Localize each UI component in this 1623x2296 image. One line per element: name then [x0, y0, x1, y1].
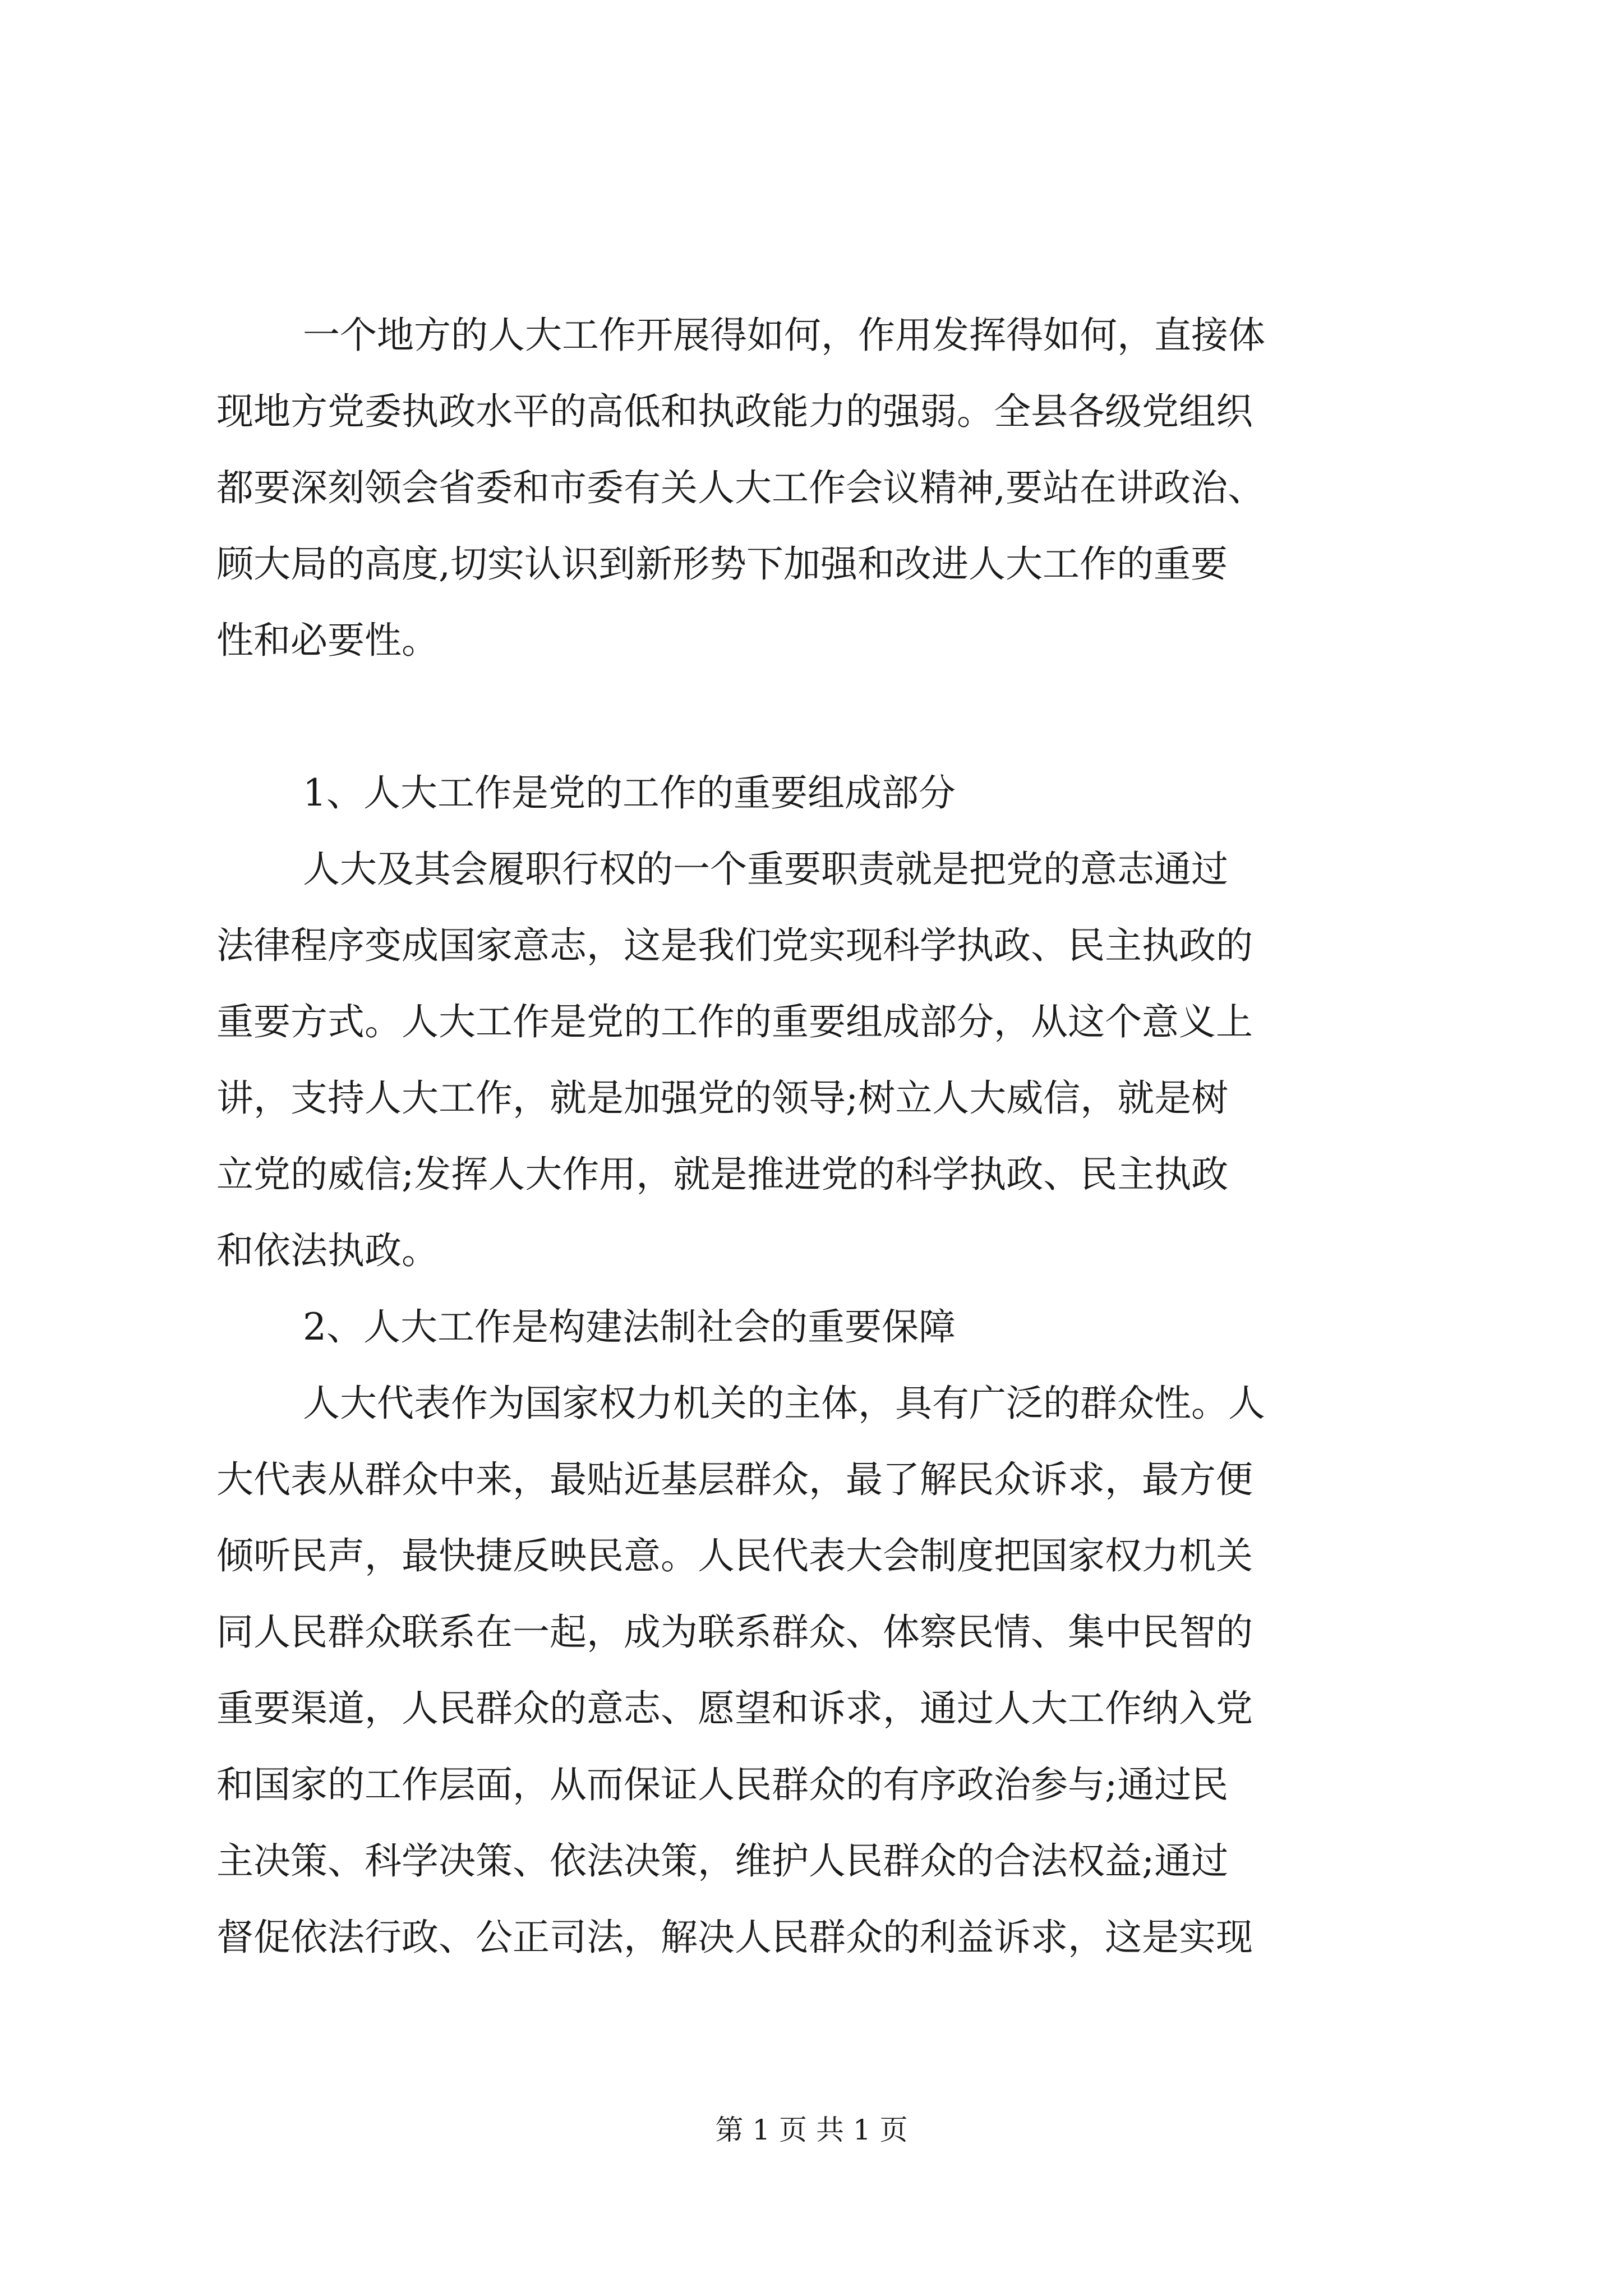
paragraph-line: 现地方党委执政水平的高低和执政能力的强弱。全县各级党组织: [216, 390, 1253, 433]
paragraph-line: 人大及其会履职行权的一个重要职责就是把党的意志通过: [303, 848, 1228, 891]
paragraph-line: 督促依法行政、公正司法，解决人民群众的利益诉求，这是实现: [216, 1916, 1253, 1959]
paragraph-line: 倾听民声，最快捷反映民意。人民代表大会制度把国家权力机关: [216, 1534, 1253, 1577]
paragraph-line: 立党的威信;发挥人大作用，就是推进党的科学执政、民主执政: [216, 1153, 1229, 1196]
page-footer: 第 1 页 共 1 页: [715, 2114, 908, 2146]
section-heading: 1、人大工作是党的工作的重要组成部分: [303, 771, 956, 815]
paragraph-line: 讲，支持人大工作，就是加强党的领导;树立人大威信，就是树: [216, 1076, 1229, 1120]
paragraph-line: 重要渠道，人民群众的意志、愿望和诉求，通过人大工作纳入党: [216, 1687, 1253, 1730]
paragraph-line: 都要深刻领会省委和市委有关人大工作会议精神,要站在讲政治、: [216, 466, 1265, 509]
paragraph-line: 人大代表作为国家权力机关的主体，具有广泛的群众性。人: [303, 1382, 1265, 1425]
paragraph-line: 一个地方的人大工作开展得如何，作用发挥得如何，直接体: [303, 314, 1265, 357]
paragraph-line: 大代表从群众中来，最贴近基层群众，最了解民众诉求，最方便: [216, 1458, 1253, 1501]
section-heading: 2、人大工作是构建法制社会的重要保障: [303, 1305, 956, 1349]
paragraph-line: 法律程序变成国家意志，这是我们党实现科学执政、民主执政的: [216, 924, 1253, 967]
paragraph-line: 和依法执政。: [216, 1229, 439, 1272]
paragraph-line: 重要方式。人大工作是党的工作的重要组成部分，从这个意义上: [216, 1000, 1253, 1043]
paragraph-line: 性和必要性。: [216, 619, 439, 662]
paragraph-line: 主决策、科学决策、依法决策，维护人民群众的合法权益;通过: [216, 1839, 1229, 1883]
paragraph-line: 顾大局的高度,切实认识到新形势下加强和改进人大工作的重要: [216, 542, 1228, 586]
paragraph-line: 和国家的工作层面，从而保证人民群众的有序政治参与;通过民: [216, 1763, 1229, 1806]
paragraph-line: 同人民群众联系在一起，成为联系群众、体察民情、集中民智的: [216, 1611, 1253, 1654]
